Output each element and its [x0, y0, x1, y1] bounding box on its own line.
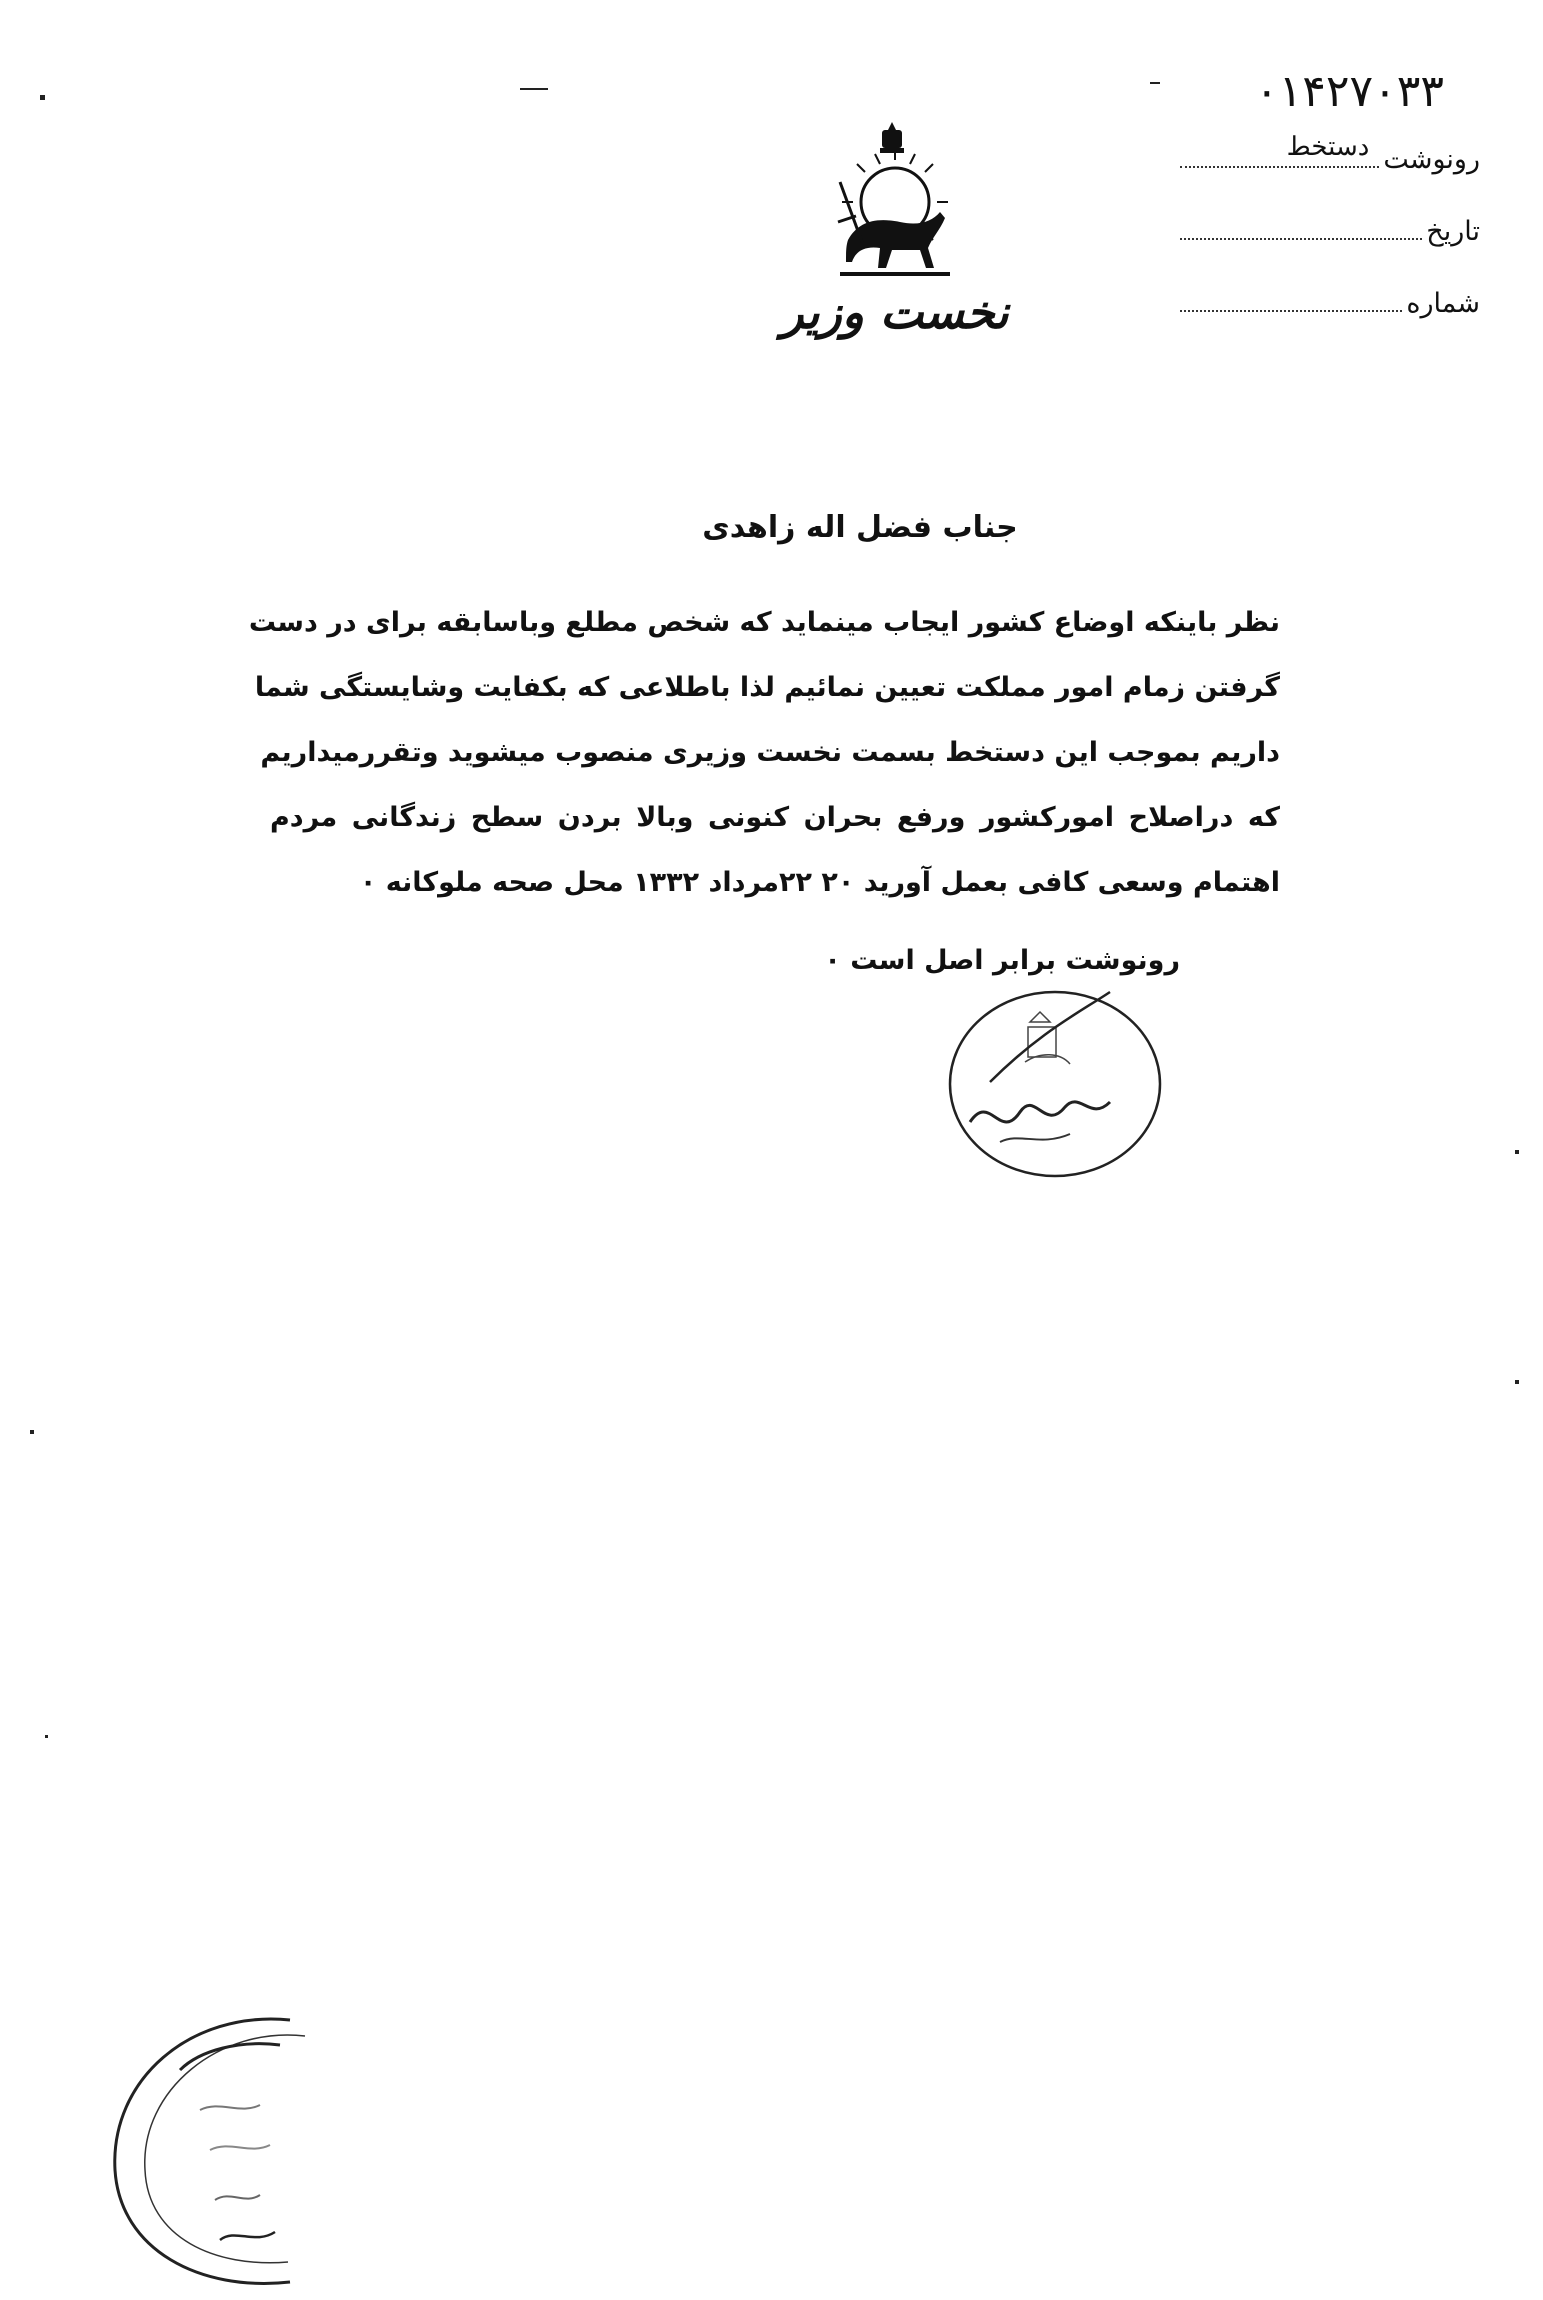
body-line: گرفتن زمام امور مملکت تعیین نمائیم لذا باطلاعی که بکفایت وشایستگی شما — [254, 672, 1280, 703]
field-copy — [1180, 132, 1480, 212]
scan-speck — [30, 1430, 34, 1434]
field-dotted-line — [1180, 212, 1422, 240]
body-line: که دراصلاح امورکشور ورفع بحران کنونی وبالا بردن سطح زندگانی مردم — [270, 802, 1280, 833]
header-fields — [1180, 132, 1480, 356]
letter-body — [248, 590, 1280, 915]
field-label: تاریخ — [1426, 216, 1480, 247]
field-date — [1180, 212, 1480, 284]
body-line: داریم بموجب این دستخط بسمت نخست وزیری منصوب میشوید وتقررمیداریم — [260, 737, 1280, 768]
scan-speck — [520, 88, 548, 90]
salutation: جناب فضل اله زاهدی — [702, 510, 1018, 545]
field-label: شماره — [1406, 288, 1480, 319]
body-line: اهتمام وسعی کافی بعمل آورید ۲۰ ۲۲مرداد ۱۳۳۲ محل صحه ملوکانه ۰ — [359, 867, 1280, 898]
copy-certification: رونوشت برابر اصل است ۰ — [824, 945, 1180, 976]
field-label: رونوشت — [1383, 144, 1480, 175]
scan-speck — [1515, 1380, 1519, 1384]
archive-stamp-icon — [90, 2000, 420, 2300]
field-value: دستخط — [1286, 132, 1370, 162]
field-dotted-line — [1180, 284, 1402, 312]
field-number — [1180, 284, 1480, 356]
scan-speck — [1150, 82, 1160, 84]
scan-speck — [45, 1735, 48, 1738]
document-number: ۰۱۴۲۷۰۳۳ — [1255, 66, 1445, 117]
lion-and-sun-emblem-icon — [800, 122, 990, 282]
field-dotted-line — [1180, 132, 1379, 168]
scan-speck — [1515, 1150, 1519, 1154]
scan-speck — [40, 95, 45, 100]
body-line: نظر باینکه اوضاع کشور ایجاب مینماید که شخص مطلع وباسابقه برای در دست — [248, 607, 1280, 638]
office-seal-stamp-icon — [930, 972, 1180, 1182]
office-title: نخست وزیر — [781, 285, 1009, 339]
